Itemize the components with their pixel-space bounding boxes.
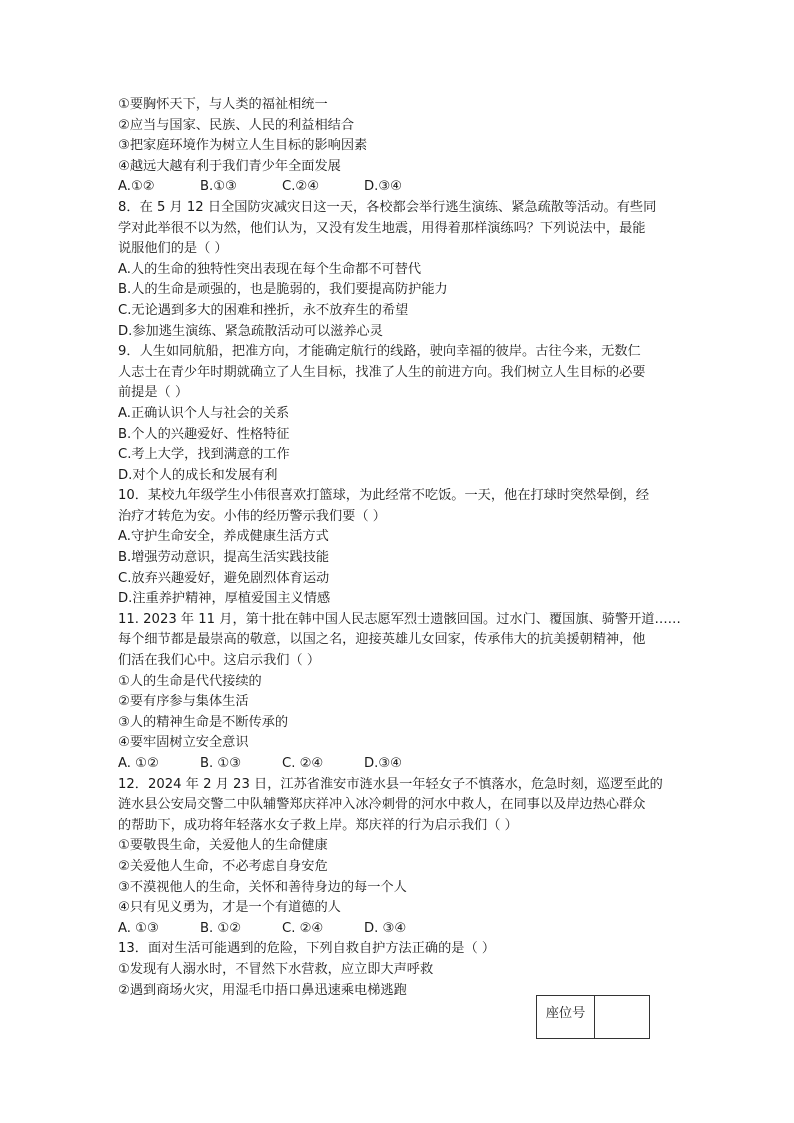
option-d: D. ③④ (364, 920, 407, 936)
question-stem: 涟水县公安局交警二中队辅警郑庆祥冲入冰冷刺骨的河水中救人，在同事以及岸边热心群众 (118, 797, 646, 813)
choice-a: A.人的生命的独特性突出表现在每个生命都不可替代 (118, 261, 422, 277)
statement-item: ②要有序参与集体生活 (118, 694, 249, 710)
option-b: B. ①② (200, 920, 242, 936)
statement-item: ③不漠视他人的生命，关怀和善待身边的每一个人 (118, 879, 407, 895)
option-d: D.③④ (364, 756, 402, 771)
statement-item: ③人的精神生命是不断传承的 (118, 714, 289, 730)
option-a: A. ①③ (118, 920, 159, 936)
choice-a: A.正确认识个人与社会的关系 (118, 405, 290, 421)
statement-item: ②应当与国家、民族、人民的利益相结合 (118, 117, 355, 133)
option-row (118, 177, 682, 198)
option-b: B.①③ (200, 179, 237, 195)
choice-b: B.人的生命是顽强的，也是脆弱的，我们要提高防护能力 (118, 282, 448, 298)
seat-number-field[interactable] (595, 996, 649, 1038)
question-stem: 说服他们的是（ ） (118, 241, 228, 257)
statement-item: ①发现有人溺水时，不冒然下水营救，应立即大声呼救 (118, 961, 434, 977)
statement-item: ①要敬畏生命，关爱他人的生命健康 (118, 838, 328, 854)
exam-page (118, 95, 682, 1001)
question-stem: 11. 2023 年 11 月，第十批在韩中国人民志愿军烈士遗骸回国。过水门、覆国旗、骑警开道…… (118, 611, 681, 627)
question-stem: 的帮助下，成功将年轻落水女子救上岸。郑庆祥的行为启示我们（ ） (118, 817, 518, 833)
choice-d: D.对个人的成长和发展有利 (118, 467, 278, 483)
question-stem: 8．在 5 月 12 日全国防灾减灾日这一天，各校都会举行逃生演练、紧急疏散等活动。有些同 (118, 199, 657, 215)
choice-b: B.个人的兴趣爱好、性格特征 (118, 426, 290, 442)
prev-question-items (118, 95, 682, 198)
question-stem: 13．面对生活可能遇到的危险，下列自救自护方法正确的是（ ） (118, 941, 496, 957)
statement-item: ②关爱他人生命，不必考虑自身安危 (118, 858, 328, 874)
option-c: C.②④ (282, 179, 320, 195)
question-stem: 前提是（ ） (118, 385, 189, 401)
option-c: C. ②④ (282, 920, 324, 936)
statement-item: ④越远大越有利于我们青少年全面发展 (118, 158, 341, 174)
statement-item: ④只有见义勇为，才是一个有道德的人 (118, 900, 341, 916)
choice-b: B.增强劳动意识，提高生活实践技能 (118, 550, 330, 566)
statement-item: ①要胸怀天下，与人类的福祉相统一 (118, 97, 328, 112)
question-stem: 学对此举很不以为然，他们认为，又没有发生地震，用得着那样演练吗？下列说法中，最能 (118, 220, 646, 236)
choice-d: D.参加逃生演练、紧急疏散活动可以滋养心灵 (118, 323, 383, 339)
option-a: A.①② (118, 179, 155, 195)
question-10 (118, 486, 682, 610)
choice-d: D.注重养护精神，厚植爱国主义情感 (118, 591, 331, 607)
choice-c: C.考上大学，找到满意的工作 (118, 447, 290, 463)
question-stem: 10．某校九年级学生小伟很喜欢打篮球，为此经常不吃饭。一天，他在打球时突然晕倒，经 (118, 488, 650, 504)
question-9 (118, 342, 682, 486)
question-stem: 9．人生如同航船，把准方向，才能确定航行的线路，驶向幸福的彼岸。古往今来，无数仁 (118, 344, 641, 360)
question-11 (118, 610, 682, 775)
option-c: C. ②④ (282, 756, 324, 771)
question-stem: 们活在我们心中。这启示我们（ ） (118, 653, 321, 669)
question-12 (118, 775, 682, 940)
option-a: A. ①② (118, 756, 159, 771)
statement-item: ④要牢固树立安全意识 (118, 735, 249, 751)
question-stem: 治疗才转危为安。小伟的经历警示我们要（ ） (118, 508, 386, 524)
option-d: D.③④ (364, 179, 402, 195)
statement-item: ①人的生命是代代接续的 (118, 673, 262, 689)
statement-item: ③把家庭环境作为树立人生目标的影响因素 (118, 138, 368, 154)
choice-c: C.放弃兴趣爱好，避免剧烈体育运动 (118, 570, 330, 586)
option-row (118, 919, 682, 940)
question-13 (118, 939, 682, 1001)
statement-item: ②遇到商场火灾，用湿毛巾捂口鼻迅速乘电梯逃跑 (118, 982, 407, 998)
question-stem: 12．2024 年 2 月 23 日，江苏省淮安市涟水县一年轻女子不慎落水，危急时刻，巡逻至此的 (118, 776, 663, 792)
question-stem: 人志士在青少年时期就确立了人生目标，找准了人生的前进方向。我们树立人生目标的必要 (118, 364, 646, 380)
seat-number-label: 座位号 (537, 996, 595, 1038)
choice-c: C.无论遇到多大的困难和挫折，永不放弃生的希望 (118, 302, 409, 318)
seat-number-box (536, 995, 650, 1039)
question-stem: 每个细节都是最崇高的敬意，以国之名，迎接英雄儿女回家，传承伟大的抗美援朝精神，他 (118, 632, 646, 648)
choice-a: A.守护生命安全，养成健康生活方式 (118, 529, 329, 545)
question-8 (118, 198, 682, 342)
option-b: B. ①③ (200, 756, 242, 771)
option-row (118, 754, 682, 775)
